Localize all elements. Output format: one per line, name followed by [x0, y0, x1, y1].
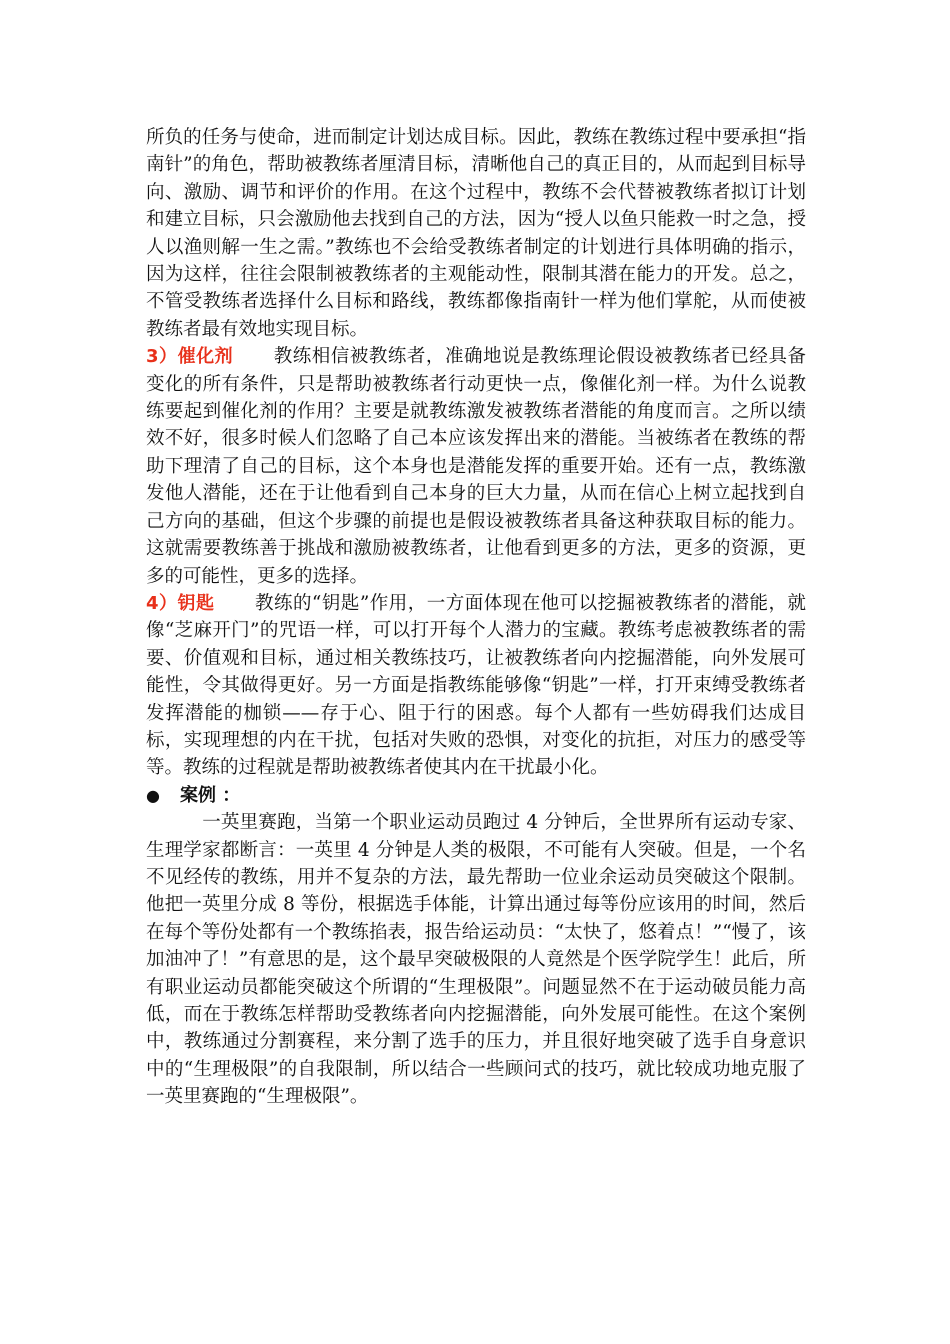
paragraph-compass-end: 所负的任务与使命，进而制定计划达成目标。因此，教练在教练过程中要承担“指南针”的角色，帮助被教练者厘清目标，清晰他自己的真正目的，从而起到目标导向、激励、调节和评价的作用。在这个过程中，教练不会代替被教练者拟订计划和建立目标，只会激励他去找到自己的方法，因为“授人以鱼只能救一时之急，授人以渔则解一生之需。”教练也不会给受教练者制定的计划进行具体明确的指示，因为这样，往往会限制被教练者的主观能动性，限制其潜在能力的开发。总之，不管受教练者选择什么目标和路线，教练都像指南针一样为他们掌舵，从而使被教练者最有效地实现目标。 — [146, 127, 806, 340]
bullet-icon: ● — [146, 785, 160, 805]
document-body — [146, 124, 806, 1111]
case-title: 案例 ： — [180, 784, 241, 806]
case-title-line — [146, 782, 806, 809]
case-body: 一英里赛跑，当第一个职业运动员跑过 4 分钟后，全世界所有运动专家、生理学家都断言：一英里 4 分钟是人类的极限，不可能有人突破。但是，一个名不见经传的教练，用并不复杂的方法，最先帮助一位业余运动员突破这个限制。他把一英里分成 8 等份，根据选手体能，计算出通过每等份应该用的时间，然后在每个等份处都有一个教练掐表，报告给运动员：“太快了，悠着点！”“慢了，该加油冲了！”有意思的是，这个最早突破极限的人竟然是个医学院学生！此后，所有职业运动员都能突破这个所谓的“生理极限”。问题显然不在于运动破员能力高低，而在于教练怎样帮助受教练者向内挖掘潜能，向外发展可能性。在这个案例中，教练通过分割赛程，来分割了选手的压力，并且很好地突破了选手自身意识中的“生理极限”的自我限制，所以结合一些顾问式的技巧，就比较成功地克服了一英里赛跑的“生理极限”。 — [146, 812, 806, 1108]
case-paragraph — [146, 809, 806, 1110]
heading-catalyst: 3）催化剂 — [146, 346, 234, 368]
section-key — [146, 590, 806, 782]
catalyst-body: 教练相信被教练者，准确地说是教练理论假设被教练者已经具备变化的所有条件，只是帮助被教练者行动更快一点，像催化剂一样。为什么说教练要起到催化剂的作用？主要是就教练激发被教练者潜能的角度而言。之所以绩效不好，很多时候人们忽略了自己本应该发挥出来的潜能。当被练者在教练的帮助下理清了自己的目标，这个本身也是潜能发挥的重要开始。还有一点，教练激发他人潜能，还在于让他看到自己本身的巨大力量，从而在信心上树立起找到自己方向的基础，但这个步骤的前提也是假设被教练者具备这种获取目标的能力。这就需要教练善于挑战和激励被教练者，让他看到更多的方法，更多的资源，更多的可能性，更多的选择。 — [146, 346, 806, 587]
heading-key: 4）钥匙 — [146, 592, 215, 614]
key-body: 教练的“钥匙”作用，一方面体现在他可以挖掘被教练者的潜能，就像“芝麻开门”的咒语一样，可以打开每个人潜力的宝藏。教练考虑被教练者的需要、价值观和目标，通过相关教练技巧，让被教练者向内挖掘潜能，向外发展可能性，令其做得更好。另一方面是指教练能够像“钥匙”一样，打开束缚受教练者发挥潜能的枷锁——存于心、阻于行的困惑。每个人都有一些妨碍我们达成目标，实现理想的内在干扰，包括对失败的恐惧，对变化的抗拒，对压力的感受等等。教练的过程就是帮助被教练者使其内在干扰最小化。 — [146, 592, 807, 779]
section-catalyst — [146, 343, 806, 590]
